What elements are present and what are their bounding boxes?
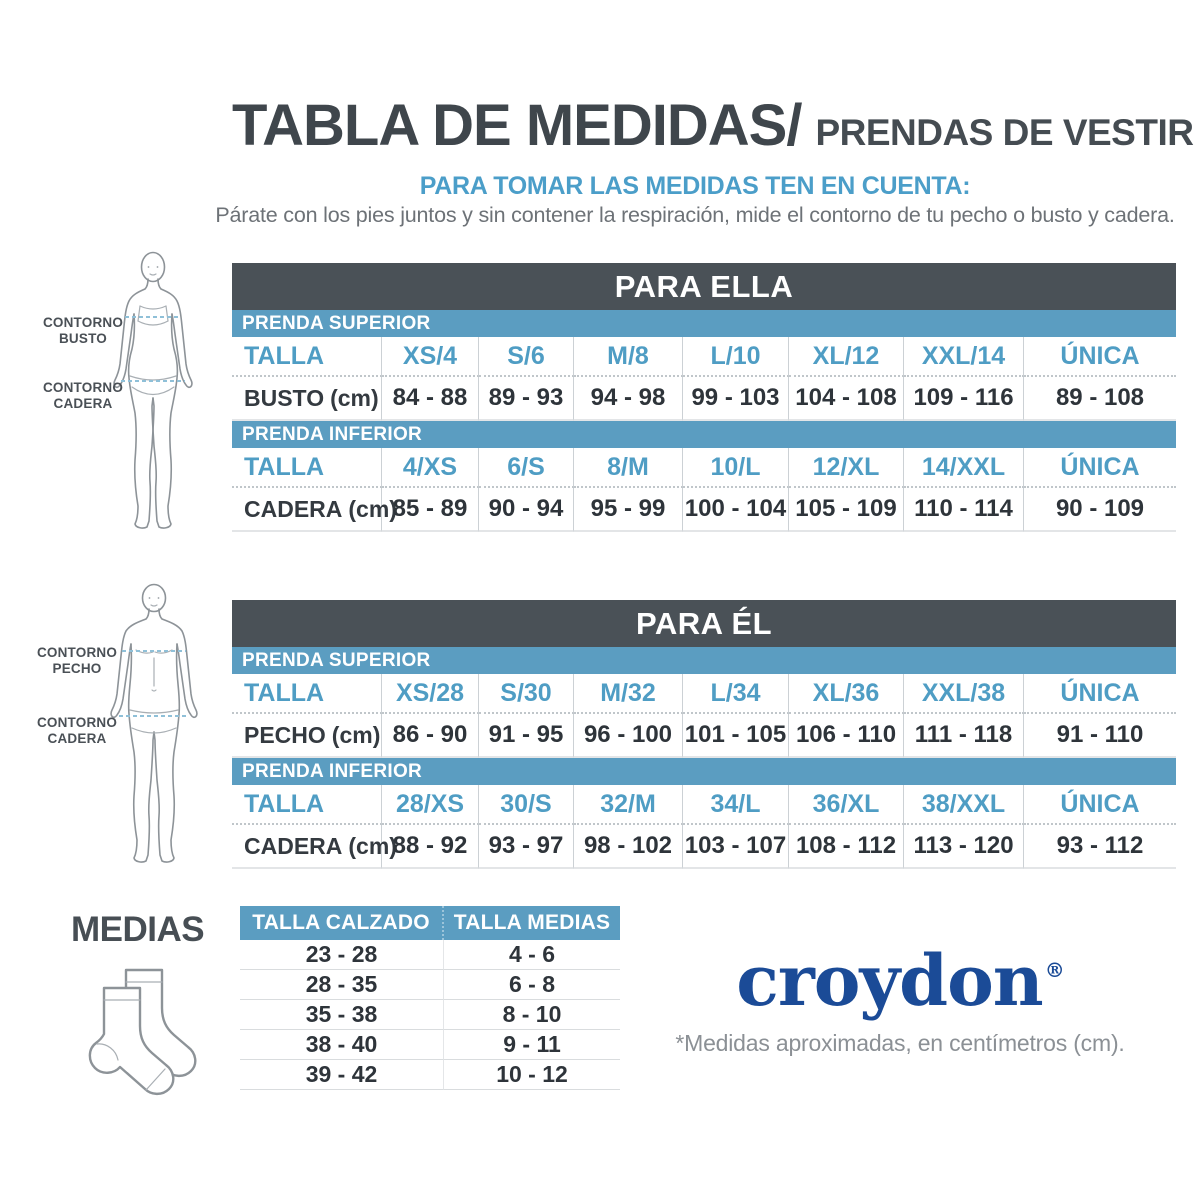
page-title-sub: PRENDAS DE VESTIR [815, 112, 1194, 153]
band-prenda-superior-ella: PRENDA SUPERIOR [232, 310, 1176, 337]
measure-label: PECHO (cm) [232, 714, 382, 758]
instructions-heading: PARA TOMAR LAS MEDIDAS TEN EN CUENTA: [419, 172, 971, 200]
medias-table-header [240, 906, 620, 940]
measure-label: CADERA (cm) [232, 488, 382, 532]
value-row-el-cadera [232, 825, 1176, 869]
size-cell: 36/XL [789, 785, 904, 825]
label-contorno-cadera-male: CONTORNO CADERA [36, 715, 118, 746]
size-cell: 12/XL [789, 448, 904, 488]
size-row-ella-inferior [232, 448, 1176, 488]
size-cell: XXL/38 [904, 674, 1024, 714]
value-cell: 96 - 100 [574, 714, 683, 758]
size-cell: L/34 [683, 674, 789, 714]
table-title-para-ella: PARA ELLA [232, 263, 1176, 310]
value-cell: 113 - 120 [904, 825, 1024, 869]
value-cell: 111 - 118 [904, 714, 1024, 758]
size-cell: 38/XXL [904, 785, 1024, 825]
medias-heading: MEDIAS [70, 910, 205, 949]
size-cell: ÚNICA [1024, 448, 1176, 488]
size-row-label: TALLA [232, 337, 382, 377]
band-prenda-inferior-ella: PRENDA INFERIOR [232, 421, 1176, 448]
page-title-main: TABLA DE MEDIDAS/ [232, 93, 802, 158]
medias-cell: 8 - 10 [444, 1000, 620, 1030]
value-cell: 104 - 108 [789, 377, 904, 421]
table-title-para-el: PARA ÉL [232, 600, 1176, 647]
size-cell: XS/4 [382, 337, 479, 377]
value-cell: 84 - 88 [382, 377, 479, 421]
value-cell: 93 - 97 [479, 825, 574, 869]
size-row-el-superior [232, 674, 1176, 714]
medias-cell: 39 - 42 [240, 1060, 444, 1090]
medias-cell: 35 - 38 [240, 1000, 444, 1030]
measurements-footnote: *Medidas aproximadas, en centímetros (cm). [675, 1030, 1125, 1056]
size-row-label: TALLA [232, 785, 382, 825]
value-cell: 89 - 93 [479, 377, 574, 421]
size-cell: XL/36 [789, 674, 904, 714]
instructions-text: Párate con los pies juntos y sin contener la respiración, mide el contorno de tu pecho o busto y cadera. [215, 203, 1175, 227]
size-cell: M/32 [574, 674, 683, 714]
medias-table-body [240, 940, 620, 1090]
size-cell: S/30 [479, 674, 574, 714]
page-title [232, 92, 1193, 159]
size-cell: 4/XS [382, 448, 479, 488]
value-cell: 98 - 102 [574, 825, 683, 869]
medias-cell: 23 - 28 [240, 940, 444, 970]
size-row-el-inferior [232, 785, 1176, 825]
medias-col-talla-medias: TALLA MEDIAS [453, 911, 611, 934]
band-prenda-superior-el: PRENDA SUPERIOR [232, 647, 1176, 674]
measure-label: BUSTO (cm) [232, 377, 382, 421]
label-contorno-cadera-female: CONTORNO CADERA [42, 380, 124, 411]
size-cell: 6/S [479, 448, 574, 488]
value-cell: 99 - 103 [683, 377, 789, 421]
medias-cell: 10 - 12 [444, 1060, 620, 1090]
medias-cell: 6 - 8 [444, 970, 620, 1000]
socks-icon [86, 956, 204, 1103]
size-table-para-ella [232, 263, 1176, 532]
size-cell: 28/XS [382, 785, 479, 825]
value-row-el-pecho [232, 714, 1176, 758]
value-cell: 100 - 104 [683, 488, 789, 532]
medias-table [240, 906, 620, 1090]
value-cell: 90 - 94 [479, 488, 574, 532]
value-row-ella-cadera [232, 488, 1176, 532]
size-cell: XS/28 [382, 674, 479, 714]
value-cell: 108 - 112 [789, 825, 904, 869]
value-cell: 91 - 110 [1024, 714, 1176, 758]
value-cell: 90 - 109 [1024, 488, 1176, 532]
size-row-label: TALLA [232, 448, 382, 488]
size-cell: M/8 [574, 337, 683, 377]
value-cell: 85 - 89 [382, 488, 479, 532]
size-cell: L/10 [683, 337, 789, 377]
size-cell: 32/M [574, 785, 683, 825]
size-cell: 10/L [683, 448, 789, 488]
value-cell: 89 - 108 [1024, 377, 1176, 421]
value-cell: 103 - 107 [683, 825, 789, 869]
size-cell: XXL/14 [904, 337, 1024, 377]
value-cell: 93 - 112 [1024, 825, 1176, 869]
medias-cell: 38 - 40 [240, 1030, 444, 1060]
size-cell: XL/12 [789, 337, 904, 377]
value-cell: 95 - 99 [574, 488, 683, 532]
value-cell: 110 - 114 [904, 488, 1024, 532]
value-cell: 109 - 116 [904, 377, 1024, 421]
medias-col-talla-calzado: TALLA CALZADO [240, 906, 444, 940]
size-row-label: TALLA [232, 674, 382, 714]
measure-label: CADERA (cm) [232, 825, 382, 869]
band-prenda-inferior-el: PRENDA INFERIOR [232, 758, 1176, 785]
size-cell: ÚNICA [1024, 785, 1176, 825]
size-row-ella-superior [232, 337, 1176, 377]
croydon-logo: croydon ® [736, 939, 1064, 1022]
medias-cell: 28 - 35 [240, 970, 444, 1000]
value-cell: 105 - 109 [789, 488, 904, 532]
medias-cell: 9 - 11 [444, 1030, 620, 1060]
brand-block [640, 939, 1160, 1057]
label-contorno-pecho: CONTORNO PECHO [36, 645, 118, 676]
label-contorno-busto: CONTORNO BUSTO [42, 315, 124, 346]
value-row-ella-busto [232, 377, 1176, 421]
medias-cell: 4 - 6 [444, 940, 620, 970]
registered-mark: ® [1044, 958, 1064, 982]
value-cell: 91 - 95 [479, 714, 574, 758]
size-cell: 8/M [574, 448, 683, 488]
size-cell: 34/L [683, 785, 789, 825]
size-cell: 30/S [479, 785, 574, 825]
value-cell: 106 - 110 [789, 714, 904, 758]
size-cell: ÚNICA [1024, 337, 1176, 377]
value-cell: 88 - 92 [382, 825, 479, 869]
value-cell: 101 - 105 [683, 714, 789, 758]
size-cell: 14/XXL [904, 448, 1024, 488]
value-cell: 86 - 90 [382, 714, 479, 758]
size-cell: ÚNICA [1024, 674, 1176, 714]
size-table-para-el [232, 600, 1176, 869]
size-cell: S/6 [479, 337, 574, 377]
value-cell: 94 - 98 [574, 377, 683, 421]
